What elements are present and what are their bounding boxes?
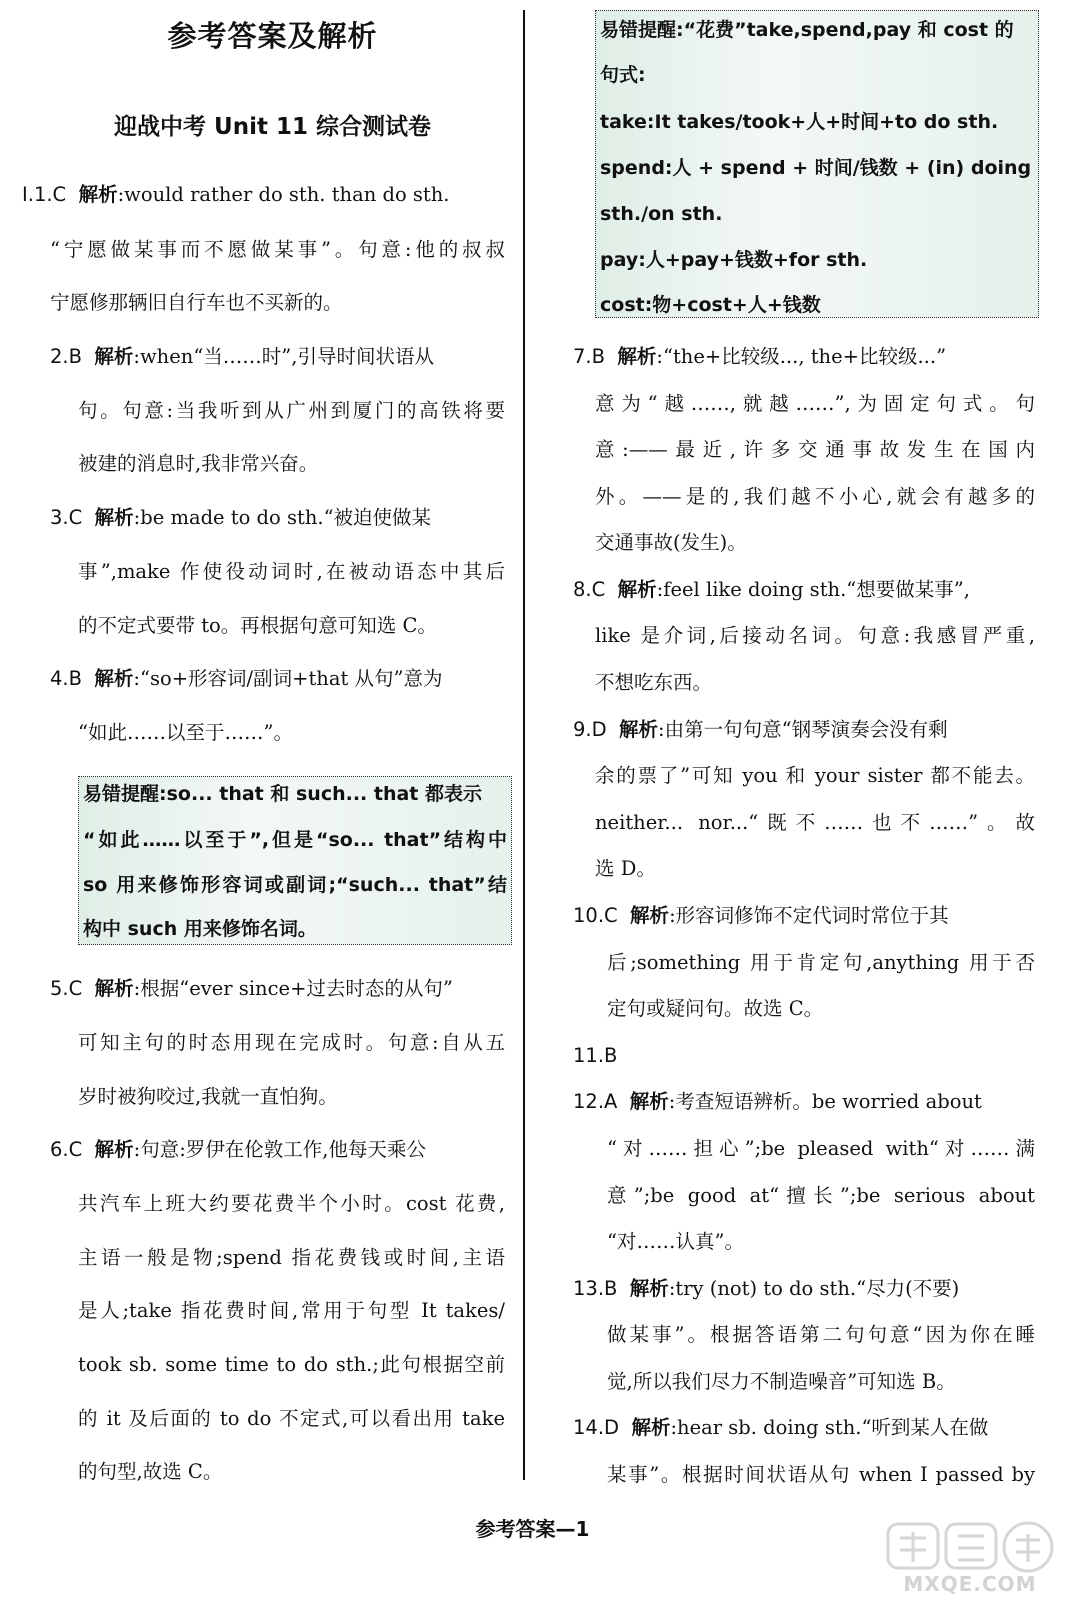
tip2-line-5: sth./on sth. xyxy=(600,203,723,225)
answer-1-line-2: “宁愿做某事而不愿做某事”。句意:他的叔叔 xyxy=(50,238,505,261)
answer-6-line-5: took sb. some time to do sth.;此句根据空前 xyxy=(78,1353,505,1376)
answer-14-line-2: 某事”。根据时间状语从句 when I passed by xyxy=(607,1463,1035,1486)
answer-4-line-1: 4.B 解析:“so+形容词/副词+that 从句”意为 xyxy=(50,667,443,690)
answer-14-line-1: 14.D 解析:hear sb. doing sth.“听到某人在做 xyxy=(573,1416,989,1439)
answer-6-line-4: 是人;take 指花费时间,常用于句型 It takes/ xyxy=(78,1299,505,1322)
tip2-line-2: 句式: xyxy=(600,64,646,86)
answer-2-line-3: 被建的消息时,我非常兴奋。 xyxy=(78,452,319,475)
column-divider xyxy=(523,10,525,1480)
answer-2-line-1: 2.B 解析:when“当……时”,引导时间状语从 xyxy=(50,345,434,368)
tip2-line-4: spend:人 + spend + 时间/钱数 + (in) doing xyxy=(600,157,1032,179)
answer-7-line-3: 意:——最近,许多交通事故发生在国内 xyxy=(595,438,1035,461)
tip-box-spend xyxy=(595,10,1039,318)
answer-10-line-2: 后;something 用于肯定句,anything 用于否 xyxy=(607,951,1035,974)
answer-12-line-2: “对……担心”;be pleased with“对……满 xyxy=(607,1137,1035,1160)
tip-box-line-1: 易错提醒:so... that 和 such... that 都表示 xyxy=(83,783,483,805)
answer-1-line-3: 宁愿修那辆旧自行车也不买新的。 xyxy=(50,291,343,314)
tip-box-line-2: “如此……以至于”,但是“so... that”结构中 xyxy=(83,829,507,851)
answer-3-line-1: 3.C 解析:be made to do sth.“被迫使做某 xyxy=(50,506,432,529)
answer-5-line-1: 5.C 解析:根据“ever since+过去时态的从句” xyxy=(50,977,453,1000)
answer-1-line-1: Ⅰ.1.C 解析:would rather do sth. than do sth. xyxy=(22,183,450,206)
answer-3-line-2: 事”,make 作使役动词时,在被动语态中其后 xyxy=(78,560,505,583)
watermark-text: MXQE.COM xyxy=(903,1572,1037,1596)
answer-7-line-4: 外。——是的,我们越不小心,就会有越多的 xyxy=(595,485,1035,508)
tip2-line-7: cost:物+cost+人+钱数 xyxy=(600,294,821,316)
answer-6-line-2: 共汽车上班大约要花费半个小时。cost 花费, xyxy=(78,1192,505,1215)
answer-6-line-1: 6.C 解析:句意:罗伊在伦敦工作,他每天乘公 xyxy=(50,1138,426,1161)
answer-9-line-4: 选 D。 xyxy=(595,857,656,880)
tip2-line-3: take:It takes/took+人+时间+to do sth. xyxy=(600,111,999,133)
answer-9-line-2: 余的票了”可知 you 和 your sister 都不能去。 xyxy=(595,764,1035,787)
answer-12-line-1: 12.A 解析:考查短语辨析。be worried about xyxy=(573,1090,982,1113)
answer-8-line-2: like 是介词,后接动名词。句意:我感冒严重, xyxy=(595,624,1035,647)
answer-13-line-2: 做某事”。根据答语第二句句意“因为你在睡 xyxy=(607,1323,1035,1346)
answer-2-line-2: 句。句意:当我听到从广州到厦门的高铁将要 xyxy=(78,399,505,422)
answer-6-line-6: 的 it 及后面的 to do 不定式,可以看出用 take xyxy=(78,1407,505,1430)
answer-6-line-3: 主语一般是物;spend 指花费钱或时间,主语 xyxy=(78,1246,505,1269)
answer-12-line-4: “对……认真”。 xyxy=(607,1230,744,1253)
answer-7-line-2: 意为“越……,就越……”,为固定句式。句 xyxy=(595,392,1035,415)
tip2-line-1: 易错提醒:“花费”take,spend,pay 和 cost 的 xyxy=(600,19,1014,41)
page-footer: 参考答案—1 xyxy=(475,1517,590,1541)
answer-10-line-3: 定句或疑问句。故选 C。 xyxy=(607,997,824,1020)
answer-11-line-1: 11.B xyxy=(573,1044,618,1067)
answer-6-line-7: 的句型,故选 C。 xyxy=(78,1460,223,1483)
answer-12-line-3: 意”;be good at“擅长”;be serious about xyxy=(607,1184,1035,1207)
answer-13-line-1: 13.B 解析:try (not) to do sth.“尽力(不要) xyxy=(573,1277,960,1300)
answer-9-line-3: neither... nor...“既不……也不……”。故 xyxy=(595,811,1035,834)
answer-8-line-1: 8.C 解析:feel like doing sth.“想要做某事”, xyxy=(573,578,970,601)
answer-7-line-1: 7.B 解析:“the+比较级..., the+比较级...” xyxy=(573,345,947,368)
test-title: 迎战中考 Unit 11 综合测试卷 xyxy=(114,114,431,140)
tip-box-line-3: so 用来修饰形容词或副词;“such... that”结 xyxy=(83,874,507,896)
answer-9-line-1: 9.D 解析:由第一句句意“钢琴演奏会没有剩 xyxy=(573,718,948,741)
answer-8-line-3: 不想吃东西。 xyxy=(595,671,713,694)
answer-5-line-3: 岁时被狗咬过,我就一直怕狗。 xyxy=(78,1085,338,1108)
answer-3-line-3: 的不定式要带 to。再根据句意可知选 C。 xyxy=(78,614,437,637)
tip-box-so-such xyxy=(78,776,512,945)
answer-13-line-3: 觉,所以我们尽力不制造噪音”可知选 B。 xyxy=(607,1370,956,1393)
tip2-line-6: pay:人+pay+钱数+for sth. xyxy=(600,249,868,271)
answer-5-line-2: 可知主句的时态用现在完成时。句意:自从五 xyxy=(78,1031,505,1054)
tip-box-line-4: 构中 such 用来修饰名词。 xyxy=(83,918,317,940)
page-title: 参考答案及解析 xyxy=(167,19,378,53)
answer-7-line-5: 交通事故(发生)。 xyxy=(595,531,747,554)
answer-4-line-2: “如此……以至于……”。 xyxy=(78,721,293,744)
answer-10-line-1: 10.C 解析:形容词修饰不定代词时常位于其 xyxy=(573,904,949,927)
